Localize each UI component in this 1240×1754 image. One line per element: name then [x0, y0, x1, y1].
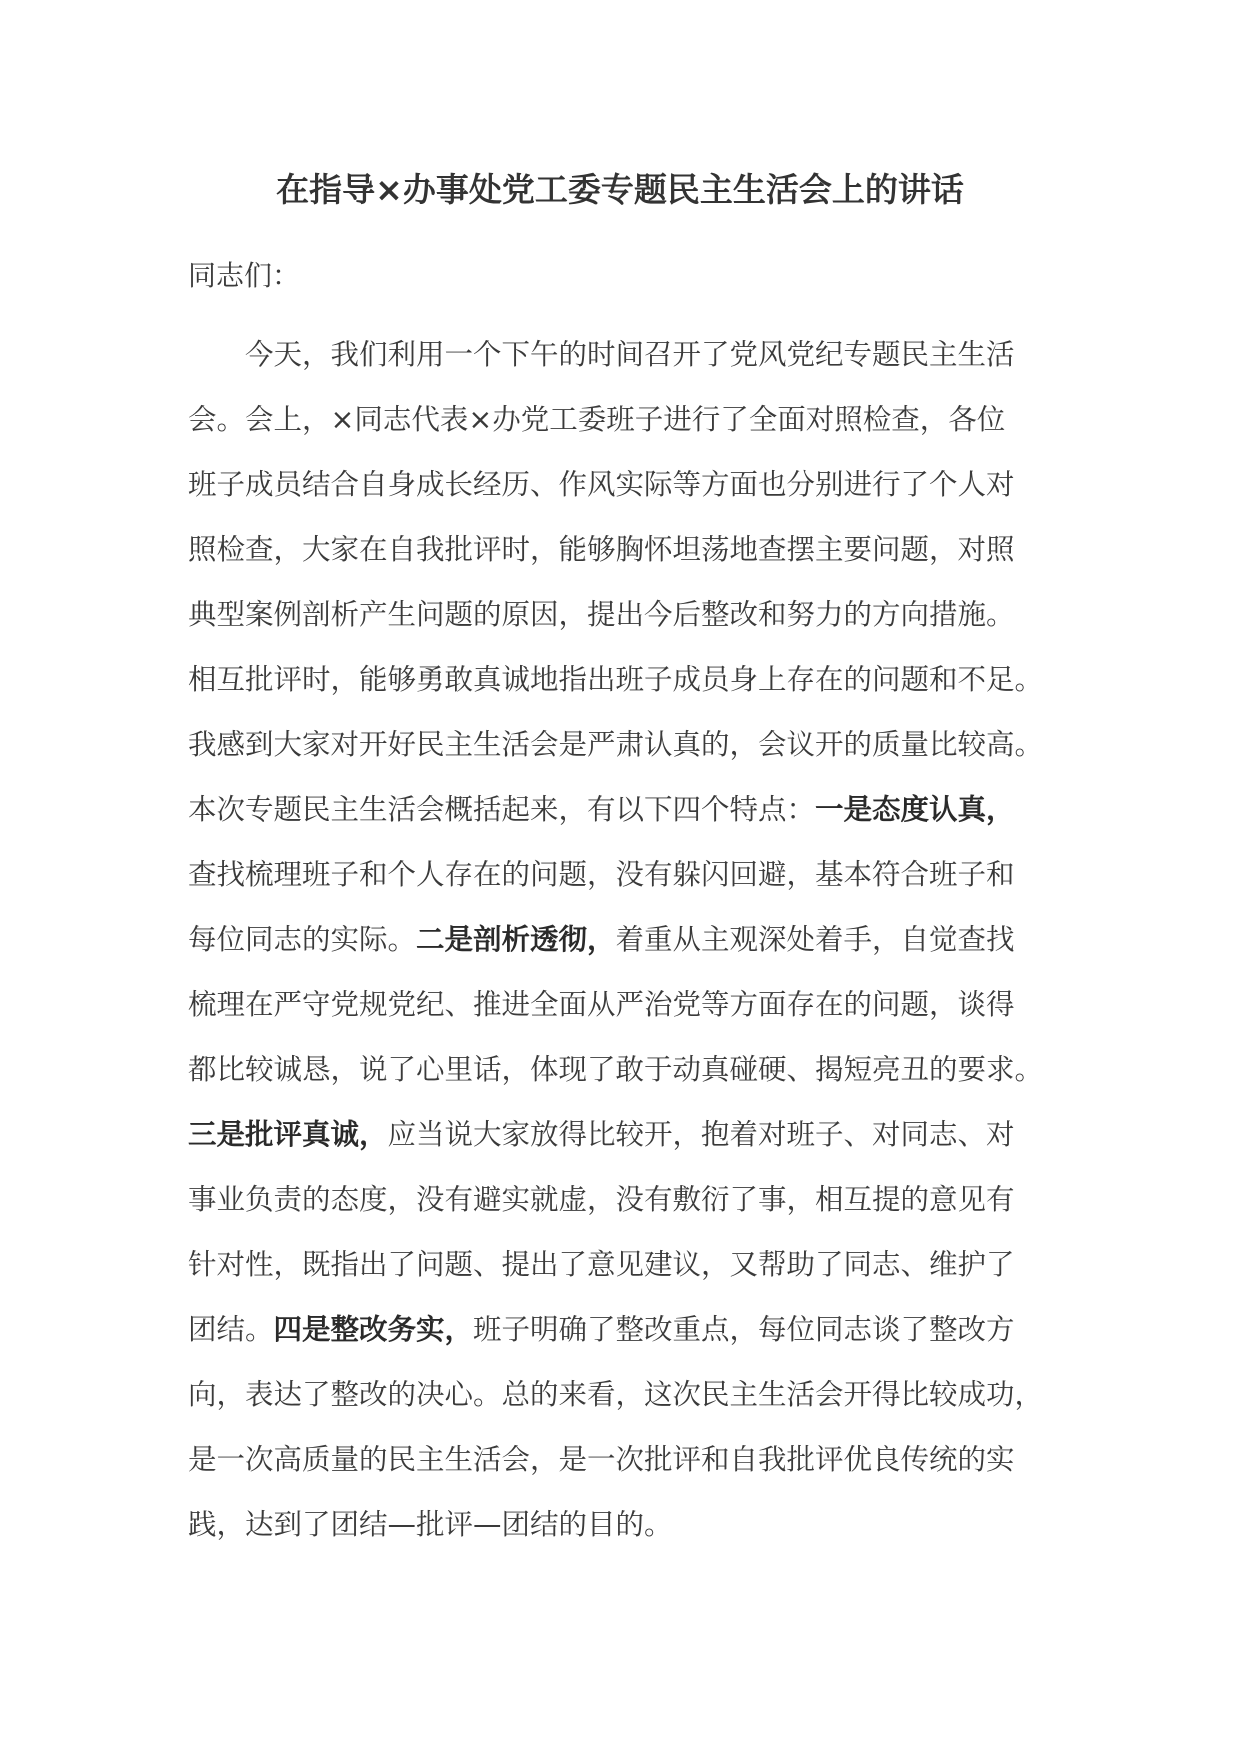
paragraph-line: 相互批评时，能够勇敢真诚地指出班子成员身上存在的问题和不足。	[188, 663, 1044, 696]
paragraph-line: 本次专题民主生活会概括起来，有以下四个特点：一是态度认真，	[188, 793, 1015, 826]
body-paragraph	[188, 335, 1088, 1570]
paragraph-line: 向，表达了整改的决心。总的来看，这次民主生活会开得比较成功，	[188, 1378, 1044, 1411]
paragraph-line: 每位同志的实际。二是剖析透彻，着重从主观深处着手，自觉查找	[188, 923, 1015, 956]
document-title: 在指导×办事处党工委专题民主生活会上的讲话	[276, 170, 964, 209]
paragraph-line: 今天，我们利用一个下午的时间召开了党风党纪专题民主生活	[245, 338, 1015, 371]
paragraph-line: 班子成员结合自身成长经历、作风实际等方面也分别进行了个人对	[188, 468, 1015, 501]
point-two-heading: 二是剖析透彻，	[416, 923, 616, 956]
point-one-heading: 一是态度认真，	[815, 793, 1015, 826]
paragraph-line: 我感到大家对开好民主生活会是严肃认真的，会议开的质量比较高。	[188, 728, 1044, 761]
paragraph-line: 典型案例剖析产生问题的原因，提出今后整改和努力的方向措施。	[188, 598, 1015, 631]
paragraph-line: 团结。四是整改务实，班子明确了整改重点，每位同志谈了整改方	[188, 1313, 1015, 1346]
paragraph-line: 针对性，既指出了问题、提出了意见建议，又帮助了同志、维护了	[188, 1248, 1015, 1281]
paragraph-line: 事业负责的态度，没有避实就虚，没有敷衍了事，相互提的意见有	[188, 1183, 1015, 1216]
paragraph-line: 会。会上，×同志代表×办党工委班子进行了全面对照检查，各位	[188, 403, 1006, 436]
paragraph-line: 是一次高质量的民主生活会，是一次批评和自我批评优良传统的实	[188, 1443, 1015, 1476]
paragraph-line: 照检查，大家在自我批评时，能够胸怀坦荡地查摆主要问题，对照	[188, 533, 1015, 566]
salutation: 同志们：	[188, 259, 301, 292]
paragraph-line: 都比较诚恳，说了心里话，体现了敢于动真碰硬、揭短亮丑的要求。	[188, 1053, 1044, 1086]
point-four-heading: 四是整改务实，	[273, 1313, 474, 1346]
paragraph-line: 梳理在严守党规党纪、推进全面从严治党等方面存在的问题，谈得	[188, 988, 1015, 1021]
paragraph-line: 践，达到了团结—批评—团结的目的。	[188, 1508, 673, 1541]
paragraph-line: 三是批评真诚，应当说大家放得比较开，抱着对班子、对同志、对	[188, 1118, 1015, 1151]
point-three-heading: 三是批评真诚，	[188, 1118, 388, 1151]
paragraph-line: 查找梳理班子和个人存在的问题，没有躲闪回避，基本符合班子和	[188, 858, 1015, 891]
